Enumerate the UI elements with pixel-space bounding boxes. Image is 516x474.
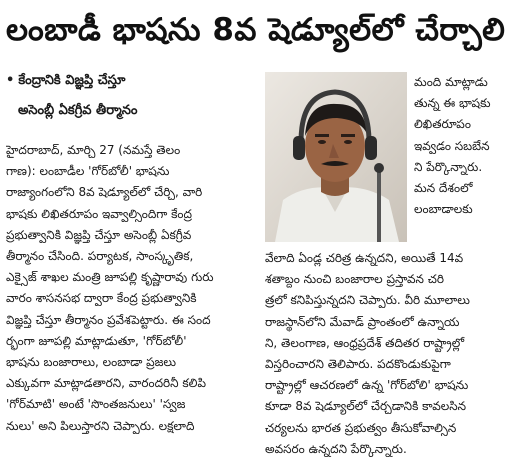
text-line: రాష్ట్రాల్లో ఆచరణలో ఉన్న 'గోర్‌బోలి' భాషను <box>265 378 469 393</box>
portrait-image <box>265 72 407 242</box>
text-line: ప్రభుత్వానికి విజ్ఞప్తి చేస్తూ అసెంబ్లీ ఏకగ్రీవ <box>6 227 192 242</box>
text-line: 'గోర్‌మాటి' అంటే 'సొంతజనులు' 'స్వజ <box>6 397 186 412</box>
text-line: లంబాడాలకు <box>414 202 473 217</box>
text-line: చర్యలను భారత ప్రభుత్వం తీసుకోవాల్సిన <box>265 420 457 435</box>
right-bottom-column <box>265 248 512 460</box>
subhead-1 <box>6 70 258 92</box>
text-line: విస్తరించారని తెలిపారు. పదకొండుకుపైగా <box>265 357 451 372</box>
subhead-2: అసెంబ్లీ ఏకగ్రీవ తీర్మానం <box>18 103 138 118</box>
text-line: శతాబ్దం నుంచి బంజారాల ప్రస్తావన చరి <box>265 272 445 287</box>
text-line: ఎక్సైజ్ శాఖల మంత్రి జూపల్లి కృష్ణారావు గురు <box>6 270 214 285</box>
text-line: ని, తెలంగాణ, ఆంధ్రప్రదేశ్ తదితర రాష్ట్రాల్లో <box>265 335 465 350</box>
minister-photo <box>265 72 407 242</box>
text-line: విజ్ఞప్తి చేస్తూ తీర్మానం ప్రవేశపెట్టారు. ఈ సంద <box>6 312 211 327</box>
text-line: త్రలో కనిపిస్తున్నదని చెప్పారు. వీరి మూలాలు <box>265 293 470 308</box>
text-line: ని పేర్కొన్నారు. <box>414 159 483 174</box>
right-top-column <box>414 72 512 220</box>
text-line: హైదరాబాద్, మార్చి 27 (నమస్తే తెలం <box>6 143 181 157</box>
text-line: కూడా 8వ షెడ్యూల్‌లో చేర్చడానికి కావలసిన <box>265 399 467 414</box>
text-line: తున్న ఈ భాషకు <box>414 96 491 111</box>
text-line: ఎక్కువగా మాట్లాడతారని, వారందరినీ కలిపి <box>6 376 206 391</box>
text-line: ర్భంగా జూపల్లి మాట్లాడుతూ, 'గోర్‌బోలీ' <box>6 333 187 348</box>
text-line: వారం శాసనసభ ద్వారా కేంద్ర ప్రభుత్వానికి <box>6 291 197 306</box>
text-line: మన దేశంలో <box>414 181 473 196</box>
text-line: నులు' అని పిలుస్తారని చెప్పారు. లక్షలాది <box>6 418 195 433</box>
subhead-1-text: కేంద్రానికి విజ్ఞప్తి చేస్తూ <box>18 73 126 88</box>
text-line: రాజ్యాంగంలోని 8వ షెడ్యూల్‌లో చేర్చి, వారి <box>6 185 203 200</box>
text-line: వేలాది ఏండ్ల చరిత్ర ఉన్నదని, అయితే 14వ <box>265 251 464 265</box>
text-line: తీర్మానం చేసింది. పర్యాటక, సాంస్కృతిక, <box>6 249 194 264</box>
text-line: మంది మాట్లాడు <box>414 75 488 89</box>
text-line: అవసరం ఉన్నదని పేర్కొన్నారు. <box>265 441 407 456</box>
text-line: భాషకు లిఖితరూపం ఇవ్వాల్సిందిగా కేంద్ర <box>6 206 192 221</box>
left-column <box>6 140 258 437</box>
text-line: భాషను బంజారాలు, లంబాడా ప్రజలు <box>6 355 177 370</box>
article-headline: లంబాడీ భాషను 8వ షెడ్యూల్‌లో చేర్చాలి <box>6 12 506 48</box>
text-line: రాజస్థాన్‌లోని మేవాడ్ ప్రాంతంలో ఉన్నాయ <box>265 314 460 329</box>
text-line: ఇవ్వడం సబబేన <box>414 138 490 153</box>
text-line: లిఖితరూపం <box>414 117 471 132</box>
bullet-icon: • <box>6 73 15 88</box>
text-line: గాణ): లంబాడీల 'గోర్‌బోలీ' భాషను <box>6 164 170 179</box>
